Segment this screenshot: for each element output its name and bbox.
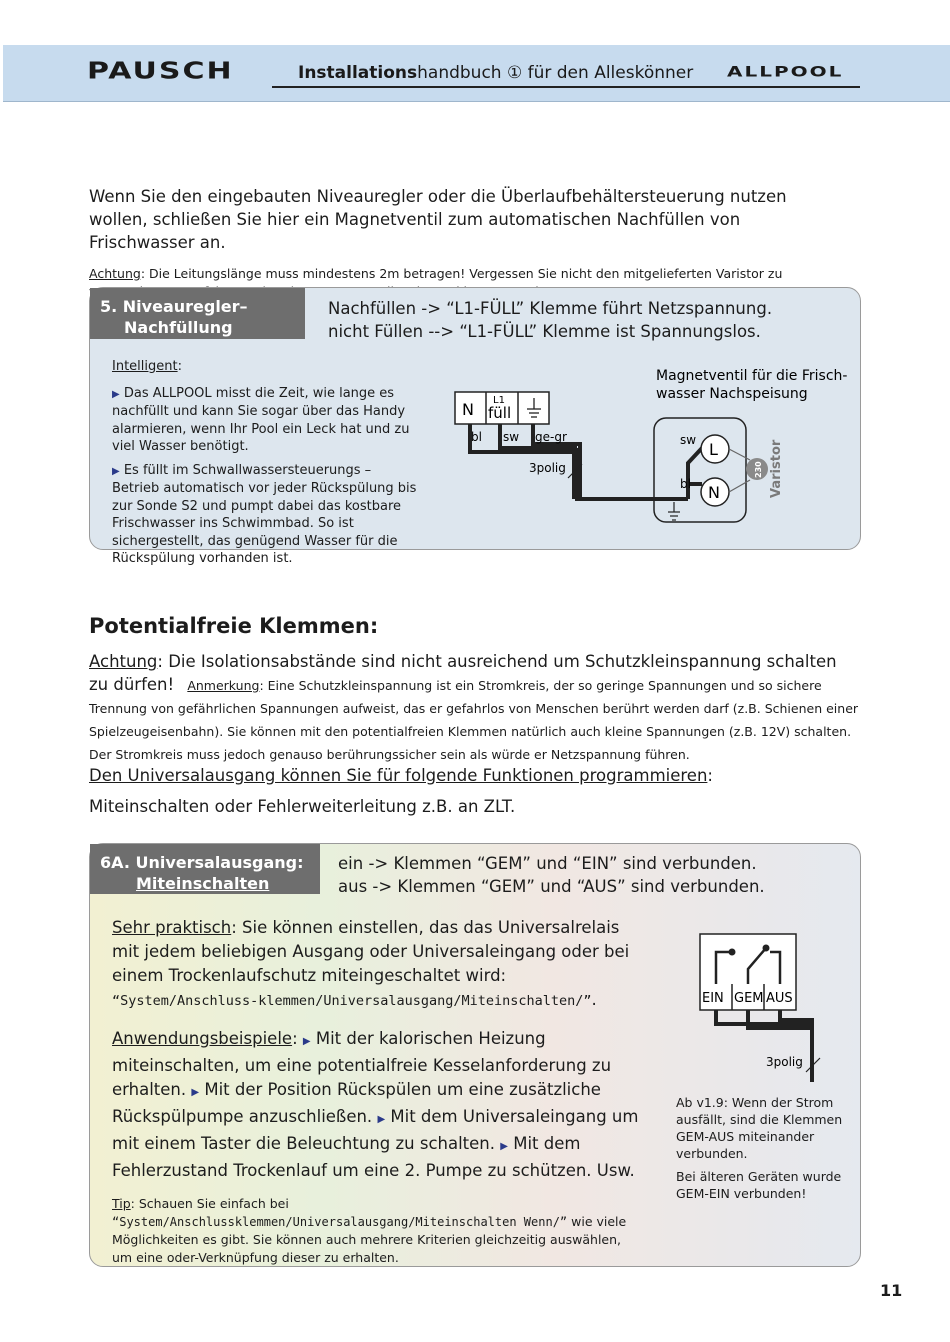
note-text: : Die Leitungslänge muss mindestens 2m betragen! Vergessen Sie nicht den mitgelieferten Varistor zu [140, 266, 783, 281]
program-colon: : [707, 766, 713, 785]
allpool-logo: ALLPOOL [727, 63, 844, 81]
functions-line: Miteinschalten oder Fehlerweiterleitung z.B. an ZLT. [89, 797, 516, 816]
anwendung-colon: : [292, 1029, 298, 1048]
header-underline [272, 86, 860, 88]
terminal-n: N [462, 400, 474, 419]
intro-paragraph: Wenn Sie den eingebauten Niveauregler oder die Überlaufbehältersteuerung nutzen wollen, schließen Sie hier ein Magnetventil zum automatischen Nachfüllen von Frischwasser an. [89, 187, 787, 252]
tab-line-2: Nachfüllung [124, 318, 233, 337]
niveauregler-box [89, 287, 861, 566]
page-number: 11 [880, 1281, 903, 1300]
anwendung-label: Anwendungsbeispiele [112, 1029, 293, 1048]
relay-cable: 3polig [766, 1055, 803, 1069]
valve-sw: sw [680, 433, 697, 447]
tip-text-1: : Schauen Sie einfach bei [130, 1196, 289, 1211]
praktisch-end: . [591, 990, 597, 1009]
note-label: Achtung [89, 266, 141, 281]
universalausgang-box [89, 843, 861, 1267]
valve-bl: bl [680, 477, 691, 491]
relay-side-note [676, 1094, 846, 1202]
potential-text [89, 650, 859, 765]
program-line [89, 766, 713, 785]
intro-section [89, 185, 849, 301]
side-note-2: Bei älteren Geräten wurde GEM-EIN verbunden! [676, 1169, 842, 1201]
niveauregler-wiring-diagram [90, 288, 860, 549]
relay-wires [716, 1010, 814, 1082]
wire-bl: bl [471, 430, 482, 444]
pausch-logo: PAUSCH [87, 57, 234, 85]
relay-wiring-diagram [90, 844, 860, 1266]
wire-gegr: ge-gr [535, 430, 567, 444]
terminal-gem: GEM [734, 991, 764, 1006]
bullet-arrow-icon: ▶ [377, 1114, 386, 1125]
praktisch-text: : Sie können einstellen, das das Universalrelais mit jedem beliebigen Ausgang oder Universaleingang oder bei einem Trockenlaufschutz miteingeschaltet wird: [112, 918, 630, 985]
heading-line-2: nicht Füllen --> “L1-FÜLL” Klemme ist Spannungslos. [328, 322, 761, 341]
terminal-aus: AUS [766, 991, 793, 1006]
anmerkung-label: Anmerkung [187, 678, 260, 693]
terminal-ein: EIN [702, 991, 724, 1006]
header-title-rest: handbuch ① für den Alleskönner [417, 63, 694, 83]
anwendung-2: Mit der Position Rückspülen um eine zusätzliche Rückspülpumpe anzuschließen. [112, 1080, 601, 1126]
bullet-arrow-icon: ▶ [302, 1036, 311, 1047]
tip-label: Tip [112, 1196, 131, 1211]
wire-sw: sw [503, 430, 520, 444]
bullet-arrow-icon: ▶ [191, 1087, 200, 1098]
valve-ground-icon [668, 502, 680, 520]
tip-text-2: wie viele Möglichkeiten es gibt. Sie können auch mehrere Kriterien gleichzeitig auswählen, um eine oder-Verknüpfung dieser zu erhalten. [112, 1213, 627, 1265]
section-title: Potentialfreie Klemmen: [89, 614, 379, 638]
anwendung-4: Mit dem Fehlerzustand Trockenlauf um eine 2. Pumpe zu schützen. Usw. [112, 1134, 635, 1180]
heading6a-line-1: ein -> Klemmen “GEM” und “EIN” sind verbunden. [338, 854, 757, 873]
terminal-l1: L1 [493, 395, 505, 406]
valve-n: N [708, 483, 720, 502]
bullet-arrow-icon: ▶ [112, 388, 120, 400]
anmerkung-text: : Eine Schutzkleinspannung ist ein Stromkreis, der so geringe Spannungen und so sichere Trennung von gefährlichen Spannungen aufweist, das er gefahrlos von Menschen berührt werden darf (z.B. Schienen einer Spielzeugeisenbahn). Sie können mit den potentialfreien Klemmen natürlich auch kleine Spannungen (z.B. 12V) schalten. Der Stromkreis muss jedoch genauso berührungssicher sein als würde er Netzspannung führen. [89, 678, 859, 762]
tab6a-line-1: 6A. Universalausgang: [100, 853, 304, 872]
achtung-label: Achtung [89, 652, 158, 671]
program-line-text: Den Universalausgang können Sie für folgende Funktionen programmieren [89, 766, 708, 785]
heading6a-line-2: aus -> Klemmen “GEM” und “AUS” sind verbunden. [338, 877, 765, 896]
praktisch-label: Sehr praktisch [112, 918, 232, 937]
tab6a-line-2: Miteinschalten [136, 874, 270, 893]
intelligent-label: Intelligent [112, 359, 178, 374]
bullet-arrow-icon: ▶ [112, 465, 120, 477]
valve-title-1: Magnetventil für die Frisch- [656, 368, 848, 384]
valve-l: L [709, 440, 718, 459]
side-note-1: Ab v1.9: Wenn der Strom ausfällt, sind die Klemmen GEM-AUS miteinander verbunden. [676, 1095, 843, 1161]
niveauregler-text: Intelligent: ▶ Das ALLPOOL misst die Zeit, wie lange es nachfüllt und kann Sie sogar über das Handy alarmieren, wenn Ihr Pool ein Leck hat und zu viel Wasser benötigt. ▶ Es füllt im Schwallwassersteuerungs – Betrieb automatisch vor jeder Rückspülung bis zur Sonde S2 und pumpt dabei das kostbare Frischwasser ins Schwimmbad. So ist sichergestellt, das genügend Wasser für die Rückspülung vorhanden ist. [112, 358, 422, 568]
bullet-2-text: Es füllt im Schwallwassersteuerungs – Betrieb automatisch vor jeder Rückspülung bis zur Sonde S2 und pumpt dabei das kostbare Frischwasser ins Schwimmbad. So ist sichergestellt, das genügend Wasser für die Rückspülung vorhanden ist. [112, 462, 417, 566]
cable-3polig: 3polig [529, 461, 566, 475]
valve-plug [654, 418, 746, 522]
header-title [298, 63, 693, 83]
varistor-value: 230 [754, 461, 763, 478]
tab-line-1: 5. Niveauregler– [100, 297, 248, 316]
terminal-fuell: füll [488, 404, 512, 422]
bullet-1-text: Das ALLPOOL misst die Zeit, wie lange es nachfüllt und kann Sie sogar über das Handy alarmieren, wenn Ihr Pool ein Leck hat und zu viel Wasser benötigt. [112, 385, 410, 454]
anmerkung [89, 678, 858, 762]
praktisch-path: “System/Anschluss-klemmen/Universalausgang/Miteinschalten/” [112, 993, 592, 1009]
bullet-arrow-icon: ▶ [500, 1141, 508, 1152]
heading-line-1: Nachfüllen -> “L1-FÜLL” Klemme führt Netzspannung. [328, 299, 773, 318]
achtung-text: : Die Isolationsabstände sind nicht ausreichend um Schutzkleinspannung schalten zu dürfen! [89, 652, 837, 694]
varistor-label: Varistor [769, 439, 784, 498]
anwendung-3: Mit dem Universaleingang um mit einem Taster die Beleuchtung zu schalten. [112, 1107, 639, 1153]
header-title-bold: Installations [298, 63, 418, 83]
tip-path: “System/Anschlussklemmen/Universalausgang/Miteinschalten Wenn/” [112, 1214, 568, 1229]
anwendung-1: Mit der kalorischen Heizung miteinschalten, um eine potentialfreie Kesselanforderung zu erhalten. [112, 1029, 612, 1099]
valve-title-2: wasser Nachspeisung [656, 386, 808, 402]
